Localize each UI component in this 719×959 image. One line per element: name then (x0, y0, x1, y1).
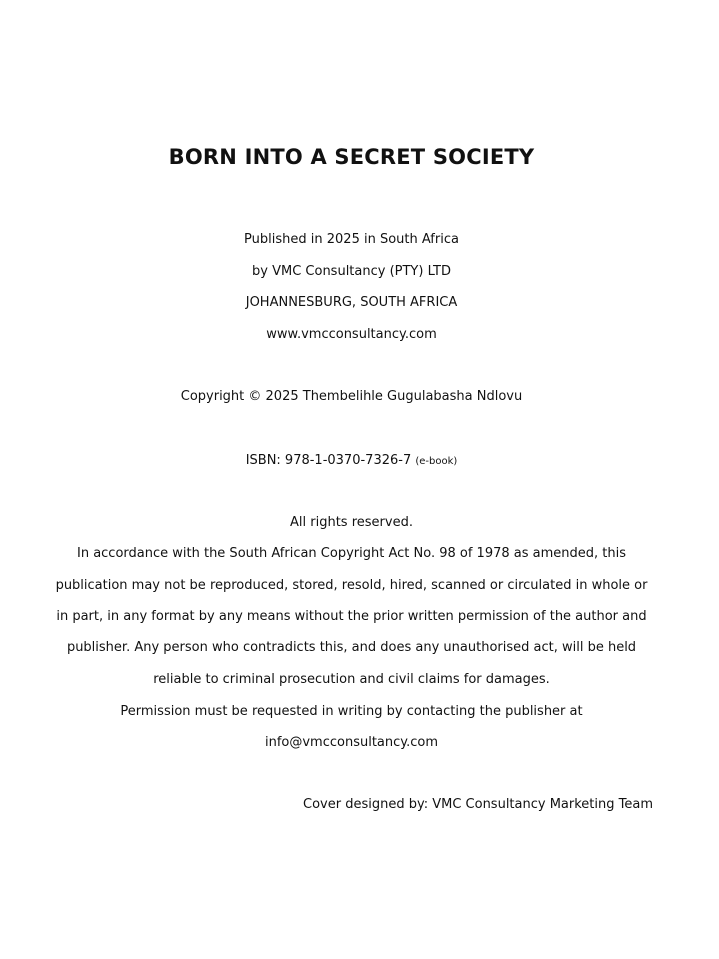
isbn-line (0, 452, 703, 471)
rights-line: reliable to criminal prosecution and civil claims for damages. (153, 672, 550, 687)
rights-line: publication may not be reproduced, stored, resold, hired, scanned or circulated in whole or (55, 578, 648, 593)
rights-line: in part, in any format by any means without the prior written permission of the author and (56, 609, 647, 624)
rights-line: publisher. Any person who contradicts this, and does any unauthorised act, will be held (66, 640, 637, 655)
publisher-location: JOHANNESBURG, SOUTH AFRICA (245, 295, 458, 310)
cover-credit: Cover designed by: VMC Consultancy Marketing Team (303, 797, 653, 812)
rights-line: Permission must be requested in writing by contacting the publisher at (120, 704, 583, 719)
contact-email: info@vmcconsultancy.com (264, 735, 439, 750)
rights-line: In accordance with the South African Copyright Act No. 98 of 1978 as amended, this (76, 546, 626, 561)
publisher-website: www.vmcconsultancy.com (266, 327, 437, 342)
rights-heading: All rights reserved. (290, 515, 413, 530)
isbn-format: (e-book) (415, 456, 458, 467)
isbn-number: ISBN: 978-1-0370-7326-7 (245, 453, 412, 468)
book-title: BORN INTO A SECRET SOCIETY (168, 145, 535, 169)
publisher-name: by VMC Consultancy (PTY) LTD (252, 264, 451, 279)
publication-line-1: Published in 2025 in South Africa (244, 232, 459, 247)
copyright-notice: Copyright © 2025 Thembelihle Gugulabasha Ndlovu (180, 389, 523, 404)
